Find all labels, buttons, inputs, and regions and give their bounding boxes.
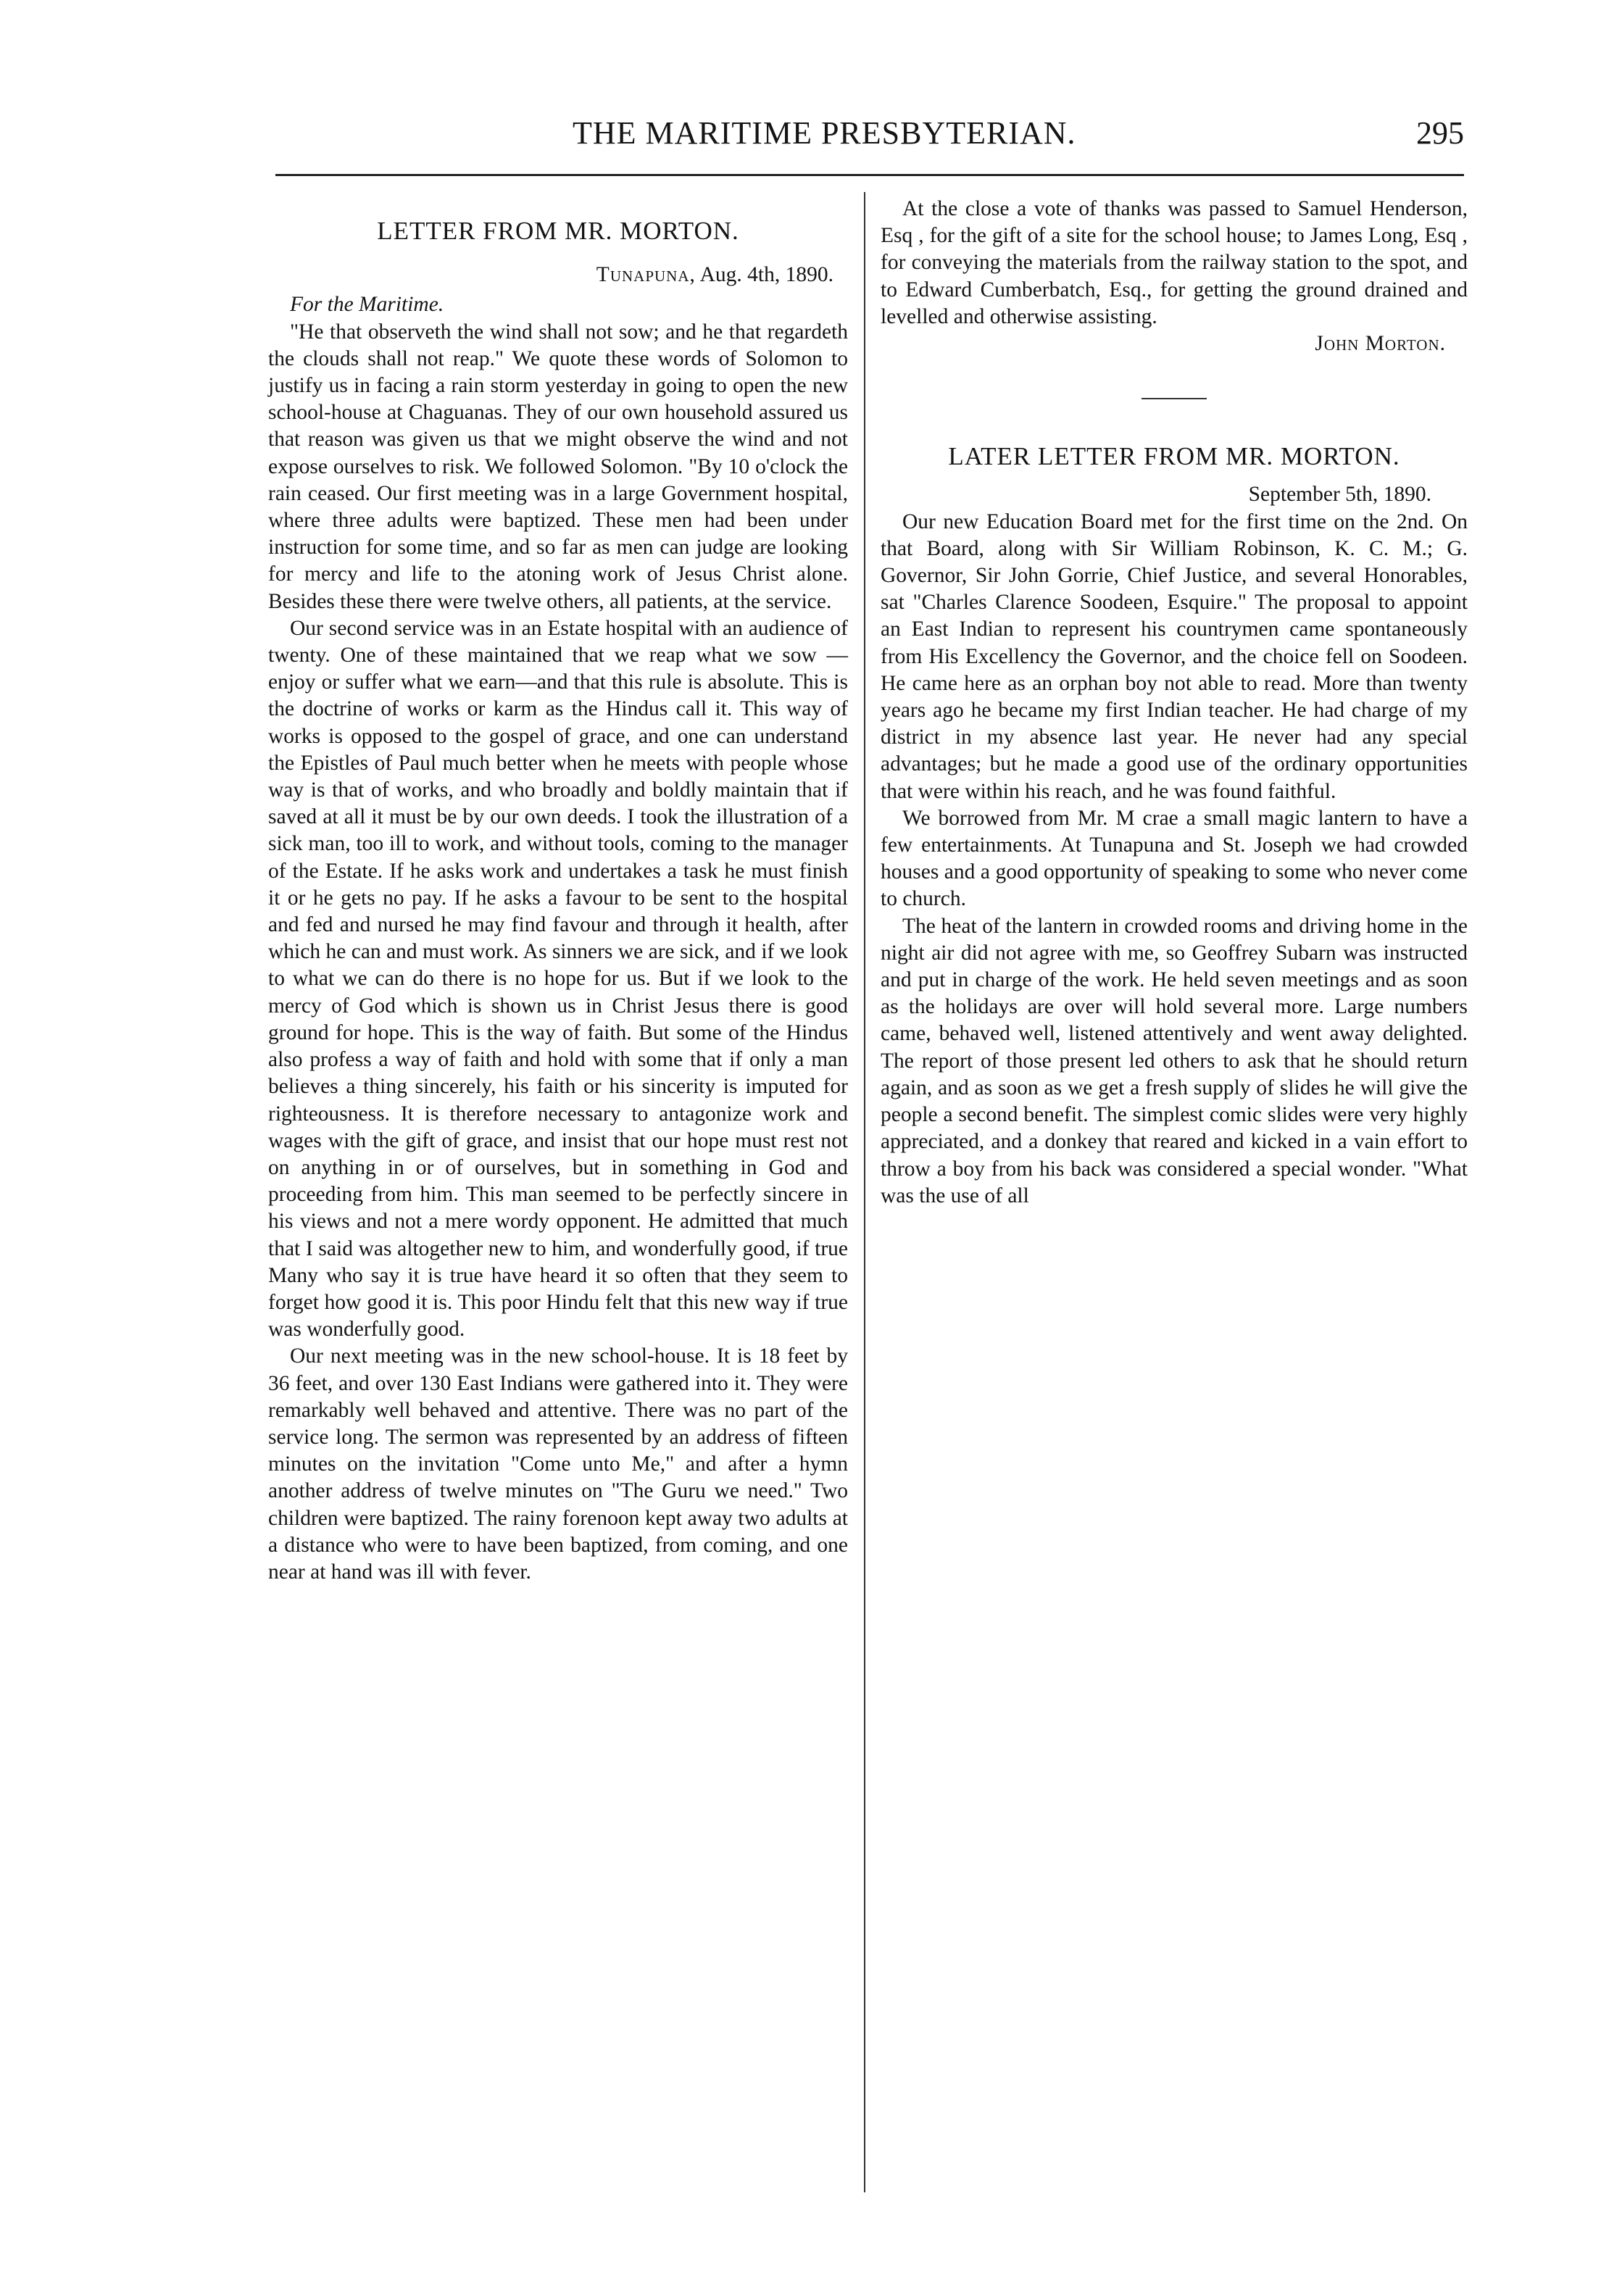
left-column (268, 196, 848, 1586)
column-divider (864, 192, 865, 2192)
paragraph: At the close a vote of thanks was passed to Samuel Henderson, Esq , for the gift of a site for the school house; to James Long, Esq , for conveying the materials from the railway station to the spot, and to Edward Cumberbatch, Esq., for getting the ground drained and levelled and otherwise assisting. (881, 197, 1468, 328)
dateline-place: Tunapuna, (596, 263, 696, 287)
paragraph: Our second service was in an Estate hospital with an audience of twenty. One of these maintained that we reap what we sow — enjoy or suffer what we earn—and that this rule is absolute. This is the doctrine of works or karm as the Hindus call it. This way of works is opposed to the gospel of grace, and one can understand the Epistles of Paul much better when he meets with people whose way is that of works, and who broadly and boldly maintain that if saved at all it must be by our own deeds. I took the illustration of a sick man, too ill to work, and without tools, coming to the manager of the Estate. If he asks work and undertakes a task he must finish it or he gets no pay. If he asks a favour to be sent to the hospital and fed and nursed he may find favour and through it health, after which he can and must work. As sinners we are sick, and if we look to what we can do there is no hope for us. But if we look to the mercy of God which is shown us in Christ Jesus there is good ground for hope. This is the way of faith. But some of the Hindus also profess a way of faith and hold with some that if only a man believes a thing sincerely, his faith or his sincerity is imputed for righteousness. It is therefore necessary to antagonize work and wages with the gift of grace, and insist that our hope must rest not on anything in or of ourselves, but in something in God and proceeding from him. This man seemed to be perfectly sincere in his views and not a mere wordy opponent. He admitted that much that I said was altogether new to him, and wonderfully good, if true Many who say it is true have heard it so often that they seem to forget how good it is. This poor Hindu felt that this new way if true was wonderfully good. (268, 616, 848, 1342)
dateline-date: Aug. 4th, 1890. (699, 263, 833, 287)
paragraph: Our next meeting was in the new school-house. It is 18 feet by 36 feet, and over 130 East Indians were gathered into it. They were remarkably well behaved and attentive. There was no part of the service long. The sermon was represented by an address of fifteen minutes on the invitation "Come unto Me," and after a hymn another address of twelve minutes on "The Guru we need." Two children were baptized. The rainy forenoon kept away two adults at a distance who were to have been baptized, from coming, and one near at hand was ill with fever. (268, 1344, 848, 1584)
paragraph: Our new Education Board met for the first time on the 2nd. On that Board, along with Sir William Robinson, K. C. M.; G. Governor, Sir John Gorrie, Chief Justice, and several Honorables, sat "Charles Clarence Soodeen, Esquire." The proposal to appoint an East Indian to represent his countrymen came spontaneously from His Excellency the Governor, and the choice fell on Soodeen. He came here as an orphan boy not able to read. More than twenty years ago he became my first Indian teacher. He had charge of my district in my absence last year. He never had any special advantages; but he made a good use of the ordinary opportunities that were within his reach, and he was found faithful. (881, 509, 1468, 803)
paragraph: We borrowed from Mr. M crae a small magic lantern to have a few entertainments. At Tunapuna and St. Joseph we had crowded houses and a good opportunity of speaking to some who never come to church. (881, 806, 1468, 911)
journal-title: THE MARITIME PRESBYTERIAN. (573, 115, 1076, 151)
letter-title: LETTER FROM MR. MORTON. (377, 217, 739, 245)
letter-title: LATER LETTER FROM MR. MORTON. (948, 442, 1400, 471)
for-line: For the Maritime. (290, 293, 444, 317)
paragraph: The heat of the lantern in crowded rooms and driving home in the night air did not agree with me, so Geoffrey Subarn was instructed and put in charge of the work. He held seven meetings and as soon as the holidays are over will hold several more. Large numbers came, behaved well, listened attentively and went away delighted. The report of those present led others to ask that he should return again, and as soon as we get a fresh supply of slides he will give the people a second benefit. The simplest comic slides were very highly appreciated, and a donkey that reared and kicked in a vain effort to throw a boy from his back was considered a special wonder. "What was the use of all (881, 914, 1468, 1207)
letter-date: September 5th, 1890. (1248, 483, 1431, 507)
paragraph: "He that observeth the wind shall not sow; and he that regardeth the clouds shall not reap." We quote these words of Solomon to justify us in facing a rain storm yesterday in going to open the new school-house at Chaguanas. They of our own household assured us that reason was given us that we might observe the wind and not expose ourselves to risk. We followed Solomon. "By 10 o'clock the rain ceased. Our first meeting was in a large Government hospital, where three adults were baptized. These men had been under instruction for some time, and so far as men can judge are looking for mercy and life to the atoning work of Jesus Christ alone. Besides these there were twelve others, all patients, at the service. (268, 320, 848, 613)
page-number: 295 (1416, 115, 1464, 151)
section-divider (1142, 398, 1207, 399)
page-header (275, 109, 1464, 159)
header-rule (275, 174, 1464, 176)
dateline (268, 262, 833, 288)
signature: John Morton. (1315, 332, 1446, 356)
right-column (881, 196, 1468, 1210)
